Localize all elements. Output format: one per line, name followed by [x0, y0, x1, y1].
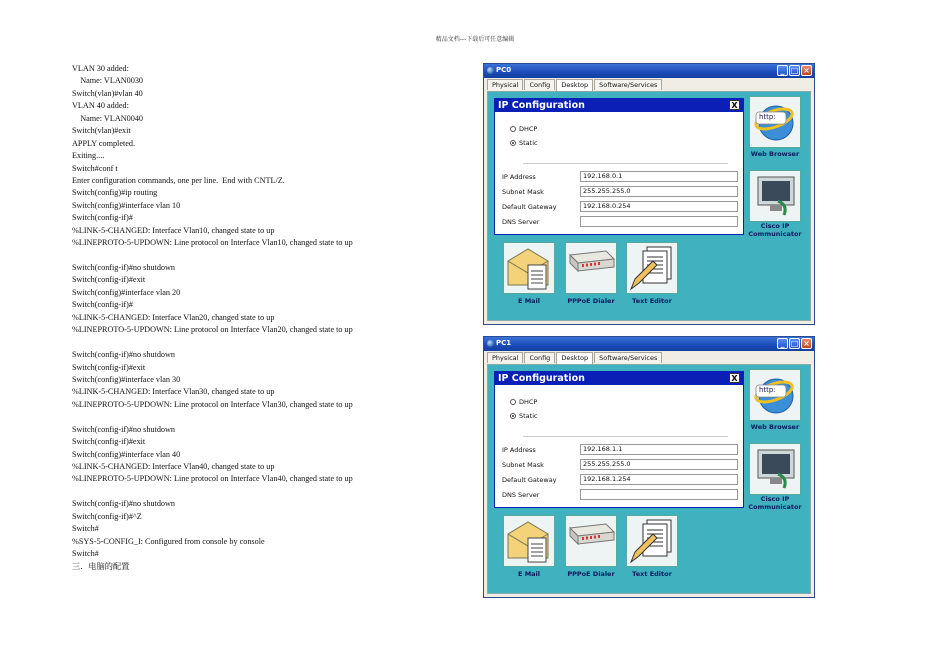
dialog-close-button[interactable]: X [729, 100, 740, 110]
email-app[interactable] [503, 515, 555, 567]
web-browser-app[interactable] [749, 369, 801, 421]
console-line: Switch(config-if)#exit [72, 362, 146, 372]
text-editor-app[interactable] [626, 242, 678, 294]
web-browser-app[interactable] [749, 96, 801, 148]
email-label: E Mail [517, 297, 540, 305]
cisco-ip-label [744, 223, 806, 238]
window-title: PC0 [496, 66, 512, 74]
dns-server-input[interactable] [580, 216, 738, 227]
cisco-ip-communicator-app[interactable] [749, 443, 801, 495]
web-browser-icon [750, 97, 800, 147]
dns-server-input[interactable] [580, 489, 738, 500]
console-line: %LINEPROTO-5-UPDOWN: Line protocol on Interface Vlan40, changed state to up [72, 474, 353, 484]
dialog-title [495, 372, 743, 385]
console-line: Switch(config-if)#exit [72, 437, 146, 447]
web-browser-label: Web Browser [750, 423, 800, 431]
cisco-ip-label-line2: Communicator [748, 502, 802, 511]
subnet-mask-label: Subnet Mask [502, 188, 544, 196]
pppoe-label: PPPoE Dialer [567, 297, 615, 305]
console-line: VLAN 40 added: [72, 101, 129, 111]
dialog-title [495, 99, 743, 112]
maximize-icon[interactable]: □ [790, 66, 799, 75]
minimize-icon[interactable]: _ [777, 65, 788, 76]
console-line: %LINEPROTO-5-UPDOWN: Line protocol on Interface Vlan10, changed state to up [72, 238, 353, 248]
pc-icon [487, 340, 494, 347]
cisco-ip-communicator-app[interactable] [749, 170, 801, 222]
ip-address-label: IP Address [502, 446, 536, 454]
console-line [72, 250, 462, 262]
modem-icon [566, 516, 616, 566]
tab-desktop[interactable]: Desktop [556, 352, 593, 364]
console-line: %LINK-5-CHANGED: Interface Vlan10, changed state to up [72, 225, 275, 235]
desktop-area [487, 364, 811, 594]
console-line: VLAN 30 added: [72, 64, 129, 73]
title-bar[interactable] [484, 337, 814, 351]
console-line: Switch(config-if)#no shutdown [72, 424, 176, 434]
cisco-ip-label-line2: Communicator [748, 229, 802, 238]
console-line: Switch(config-if)#^Z [72, 511, 142, 521]
web-browser-icon [750, 370, 800, 420]
console-line: Switch(config-if)#exit [72, 275, 146, 285]
console-line: %LINEPROTO-5-UPDOWN: Line protocol on Interface Vlan20, changed state to up [72, 325, 353, 335]
pc-icon [487, 67, 494, 74]
tab-physical[interactable]: Physical [487, 79, 523, 90]
dhcp-radio[interactable] [510, 398, 537, 406]
radio-off-icon [510, 399, 516, 405]
console-line: Switch(config-if)#no shutdown [72, 499, 176, 509]
tab-bar [487, 79, 663, 91]
static-label: Static [519, 139, 538, 147]
email-app[interactable] [503, 242, 555, 294]
default-gateway-input[interactable]: 192.168.1.254 [580, 474, 738, 485]
console-line: Name: VLAN0030 [72, 76, 144, 86]
http-text: http: [759, 386, 776, 394]
console-line: %SYS-5-CONFIG_I: Configured from console by console [72, 536, 265, 546]
email-label: E Mail [517, 570, 540, 578]
console-line [72, 411, 462, 423]
default-gateway-input[interactable]: 192.168.0.254 [580, 201, 738, 212]
ip-address-input[interactable]: 192.168.0.1 [580, 171, 738, 182]
subnet-mask-input[interactable]: 255.255.255.0 [580, 186, 738, 197]
ip-phone-icon [750, 444, 800, 494]
console-line: Exiting.... [72, 151, 105, 161]
dialog-title-text: IP Configuration [498, 100, 585, 111]
ip-configuration-dialog [494, 371, 744, 508]
console-line: Switch(config)#interface vlan 10 [72, 200, 181, 210]
dns-server-label: DNS Server [502, 491, 540, 499]
close-icon[interactable]: × [801, 338, 812, 349]
dialog-title-text: IP Configuration [498, 373, 585, 384]
console-line: Switch(config-if)# [72, 213, 133, 223]
console-line [72, 337, 462, 349]
dhcp-radio[interactable] [510, 125, 537, 133]
dhcp-label: DHCP [519, 398, 538, 406]
console-line: Switch(config-if)#no shutdown [72, 350, 176, 360]
console-line: Switch#conf t [72, 163, 118, 173]
tab-physical[interactable]: Physical [487, 352, 523, 363]
console-line: Switch(vlan)#exit [72, 126, 131, 136]
static-radio[interactable] [510, 139, 538, 147]
maximize-icon[interactable]: □ [790, 339, 799, 348]
text-editor-label: Text Editor [632, 297, 672, 305]
modem-icon [566, 243, 616, 293]
cisco-ip-label [744, 496, 806, 511]
email-icon [504, 243, 554, 293]
subnet-mask-input[interactable]: 255.255.255.0 [580, 459, 738, 470]
tab-bar [487, 352, 663, 364]
console-line: %LINEPROTO-5-UPDOWN: Line protocol on Interface Vlan30, changed state to up [72, 399, 353, 409]
console-line: Switch# [72, 549, 99, 559]
tab-desktop[interactable]: Desktop [556, 79, 593, 91]
console-line: Switch(config)#interface vlan 20 [72, 287, 181, 297]
pc-window [483, 336, 815, 598]
cisco-ip-label-line1: Cisco IP [760, 495, 790, 503]
ip-address-label: IP Address [502, 173, 536, 181]
ip-configuration-dialog [494, 98, 744, 235]
tab-software-services[interactable]: Software/Services [594, 79, 662, 90]
subnet-mask-label: Subnet Mask [502, 461, 544, 469]
radio-on-icon [510, 413, 516, 419]
console-line: %LINK-5-CHANGED: Interface Vlan20, changed state to up [72, 312, 275, 322]
static-label: Static [519, 412, 538, 420]
pppoe-dialer-app[interactable] [565, 242, 617, 294]
pppoe-label: PPPoE Dialer [567, 570, 615, 578]
tab-config[interactable]: Config [524, 352, 555, 363]
text-editor-icon [627, 243, 677, 293]
console-log [72, 63, 462, 573]
radio-on-icon [510, 140, 516, 146]
console-line: Switch(config)#ip routing [72, 188, 158, 198]
pppoe-dialer-app[interactable] [565, 515, 617, 567]
pc-window [483, 63, 815, 325]
console-line: 三．电脑的配置 [72, 561, 130, 571]
radio-off-icon [510, 126, 516, 132]
console-line: %LINK-5-CHANGED: Interface Vlan30, changed state to up [72, 387, 275, 397]
desktop-area [487, 91, 811, 321]
dhcp-label: DHCP [519, 125, 538, 133]
window-title: PC1 [496, 339, 512, 347]
dialog-close-button[interactable]: X [729, 373, 740, 383]
console-line: Switch(config-if)#no shutdown [72, 263, 176, 272]
ip-address-input[interactable]: 192.168.1.1 [580, 444, 738, 455]
static-radio[interactable] [510, 412, 538, 420]
dns-server-label: DNS Server [502, 218, 540, 226]
console-line [72, 486, 462, 498]
console-line: Switch(config)#interface vlan 40 [72, 449, 181, 459]
console-line: %LINK-5-CHANGED: Interface Vlan40, changed state to up [72, 462, 275, 471]
minimize-icon[interactable]: _ [777, 338, 788, 349]
console-line: Switch(vlan)#vlan 40 [72, 88, 143, 98]
console-line: Name: VLAN0040 [72, 113, 144, 123]
console-line: Switch# [72, 524, 99, 534]
text-editor-label: Text Editor [632, 570, 672, 578]
email-icon [504, 516, 554, 566]
tab-software-services[interactable]: Software/Services [594, 352, 662, 363]
divider [523, 436, 728, 437]
default-gateway-label: Default Gateway [502, 203, 557, 211]
page-header: 精品文档---下载后可任意编辑 [435, 36, 515, 43]
default-gateway-label: Default Gateway [502, 476, 557, 484]
close-icon[interactable]: × [801, 65, 812, 76]
web-browser-label: Web Browser [750, 150, 800, 158]
console-line: Switch(config)#interface vlan 30 [72, 374, 181, 384]
cisco-ip-label-line1: Cisco IP [760, 222, 790, 230]
text-editor-app[interactable] [626, 515, 678, 567]
text-editor-icon [627, 516, 677, 566]
http-text: http: [759, 113, 776, 121]
title-bar[interactable] [484, 64, 814, 78]
console-line: APPLY completed. [72, 138, 136, 148]
console-line: Enter configuration commands, one per line. End with CNTL/Z. [72, 175, 285, 185]
ip-phone-icon [750, 171, 800, 221]
console-line: Switch(config-if)# [72, 300, 133, 310]
tab-config[interactable]: Config [524, 79, 555, 90]
divider [523, 163, 728, 164]
